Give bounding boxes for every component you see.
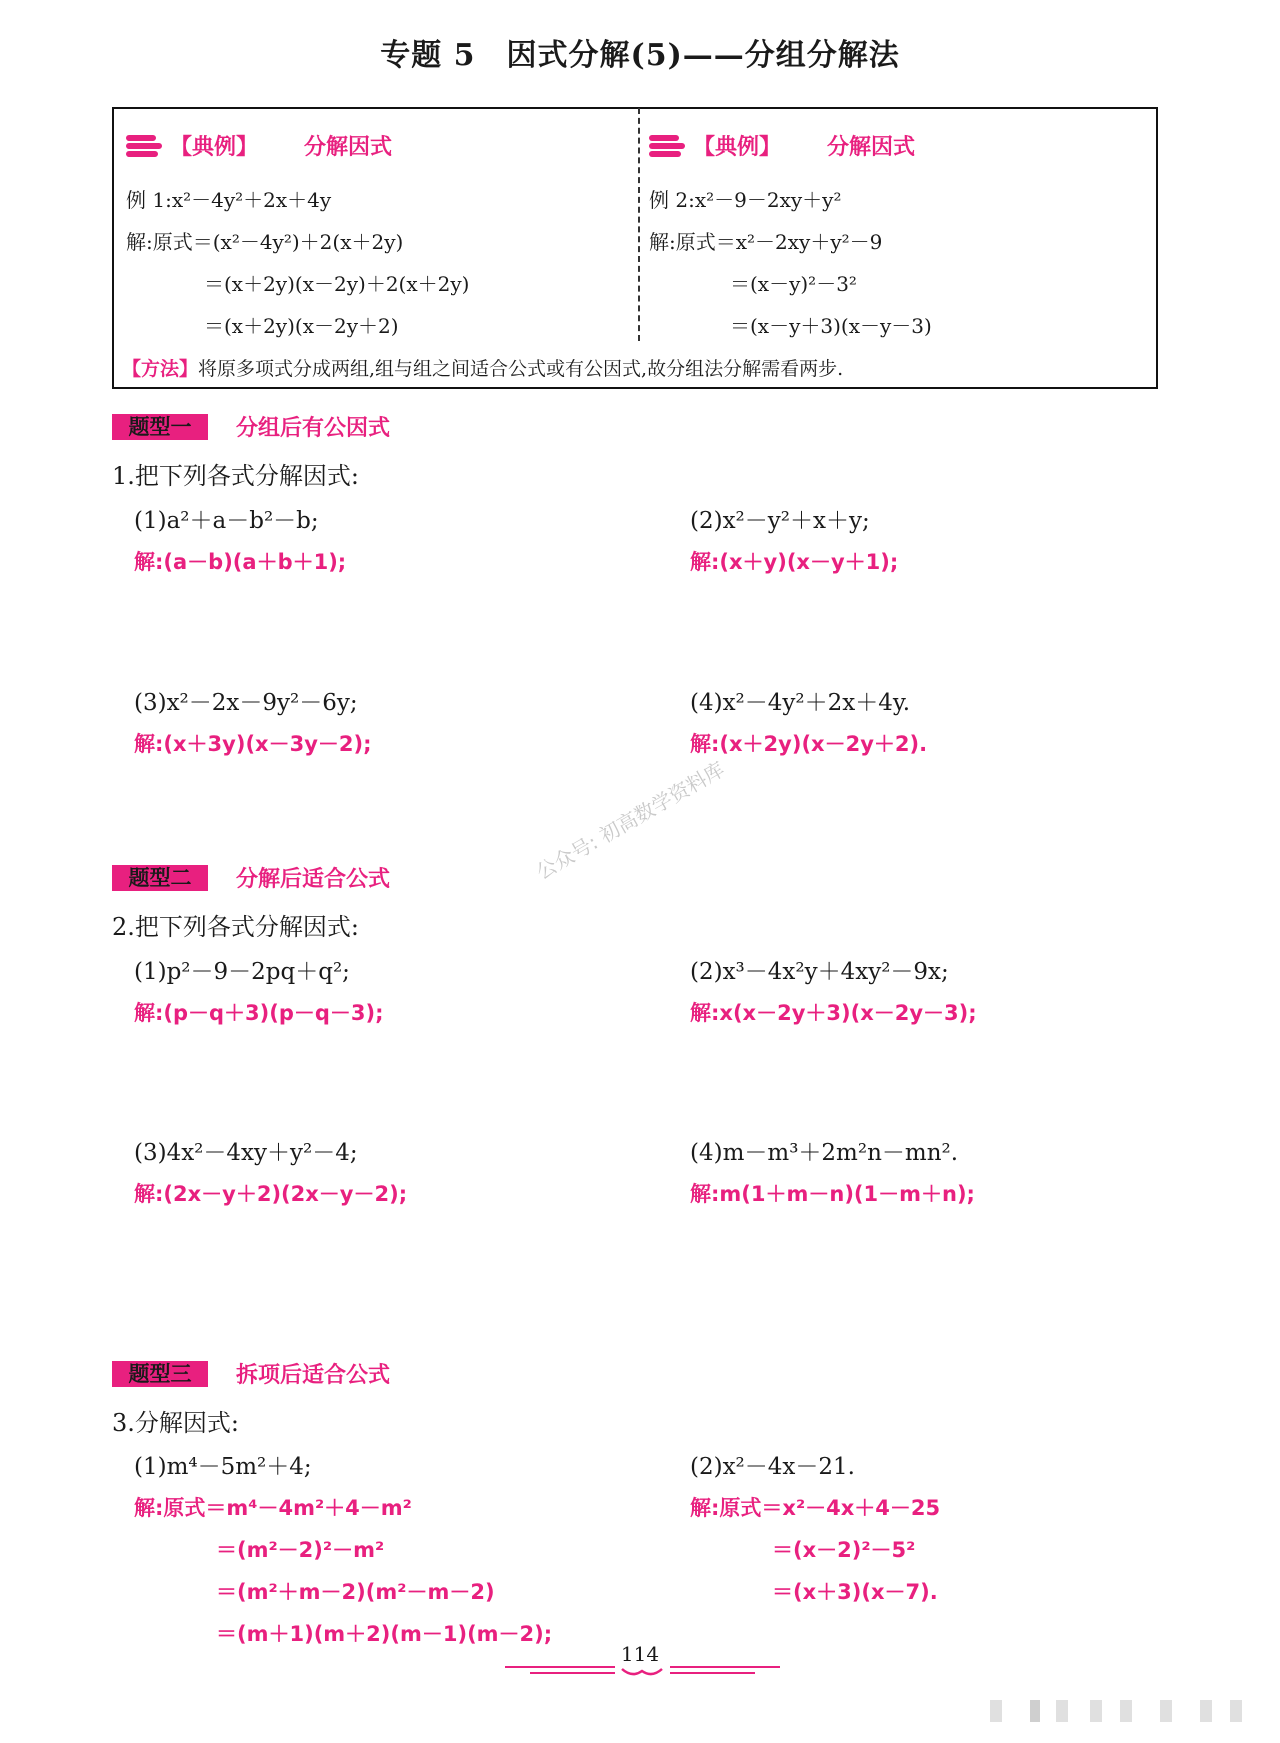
problem: (2)x³－4x²y＋4xy²－9x; [690, 959, 949, 985]
answer-line: ＝(m²－2)²－m² [216, 1538, 385, 1562]
answer-line: ＝(x＋3)(x－7). [772, 1580, 938, 1604]
answer-line: ＝(m²＋m－2)(m²－m－2) [216, 1580, 495, 1604]
section-name: 拆项后适合公式 [236, 1363, 391, 1388]
section-header-3 [112, 1358, 390, 1389]
problem: (2)x²－y²＋x＋y; [690, 508, 870, 534]
answer: 解:(x＋y)(x－y＋1); [690, 550, 899, 574]
section-tag: 题型三 [112, 1361, 208, 1387]
question-stem: 2.把下列各式分解因式: [112, 913, 359, 941]
section-name: 分解后适合公式 [236, 867, 391, 892]
question-stem: 3.分解因式: [112, 1409, 239, 1437]
page-title: 专题 5 因式分解(5)——分组分解法 [380, 38, 900, 73]
example1-line: ＝(x＋2y)(x－2y)＋2(x＋2y) [204, 272, 470, 296]
example2-line: 例 2:x²－9－2xy＋y² [649, 188, 842, 212]
answer: 解:(a－b)(a＋b＋1); [134, 550, 347, 574]
problem: (1)a²＋a－b²－b; [134, 508, 319, 534]
section-header-2 [112, 862, 390, 893]
answer: 解:x(x－2y＋3)(x－2y－3); [690, 1001, 977, 1025]
example2-line: ＝(x－y＋3)(x－y－3) [730, 314, 932, 338]
books-icon [649, 133, 687, 159]
watermark: 公众号: 初高数学资料库 [532, 756, 729, 885]
section-name: 分组后有公因式 [236, 416, 391, 441]
example-divider [638, 108, 640, 341]
method-note [122, 354, 843, 381]
answer: 解:(x＋2y)(x－2y＋2). [690, 732, 928, 756]
answer: 解:m(1＋m－n)(1－m＋n); [690, 1182, 975, 1206]
problem: (1)p²－9－2pq＋q²; [134, 959, 350, 985]
page-line-right-2 [670, 1672, 755, 1674]
example-label: 【典例】 [170, 134, 259, 160]
example1-line: ＝(x＋2y)(x－2y＋2) [204, 314, 399, 338]
scan-artifact [990, 1700, 1250, 1722]
section-header-1 [112, 411, 390, 442]
page-line-right [670, 1666, 780, 1668]
answer-line: ＝(x－2)²－5² [772, 1538, 916, 1562]
problem: (4)m－m³＋2m²n－mn². [690, 1140, 959, 1166]
example-topic: 分解因式 [304, 134, 393, 160]
answer-line: 解:原式＝x²－4x＋4－25 [690, 1496, 941, 1520]
answer: 解:(p－q＋3)(p－q－3); [134, 1001, 384, 1025]
answer: 解:(x＋3y)(x－3y－2); [134, 732, 372, 756]
method-tag: 【方法】 [122, 358, 199, 380]
page-line-left [505, 1666, 615, 1668]
example1-line: 例 1:x²－4y²＋2x＋4y [126, 188, 332, 212]
problem: (4)x²－4y²＋2x＋4y. [690, 690, 911, 716]
problem: (3)4x²－4xy＋y²－4; [134, 1140, 358, 1166]
example-topic: 分解因式 [827, 134, 916, 160]
answer-line: 解:原式＝m⁴－4m²＋4－m² [134, 1496, 412, 1520]
example-header-left [126, 130, 392, 161]
page-number: 114 [620, 1642, 660, 1666]
example1-line: 解:原式＝(x²－4y²)＋2(x＋2y) [126, 230, 404, 254]
example-header-right [649, 130, 915, 161]
problem: (1)m⁴－5m²＋4; [134, 1454, 312, 1480]
section-tag: 题型一 [112, 414, 208, 440]
section-tag: 题型二 [112, 865, 208, 891]
answer: 解:(2x－y＋2)(2x－y－2); [134, 1182, 408, 1206]
page-line-left-2 [530, 1672, 615, 1674]
example2-line: 解:原式＝x²－2xy＋y²－9 [649, 230, 883, 254]
example-label: 【典例】 [693, 134, 782, 160]
problem: (2)x²－4x－21. [690, 1454, 855, 1480]
books-icon [126, 133, 164, 159]
method-text: 将原多项式分成两组,组与组之间适合公式或有公因式,故分组法分解需看两步. [198, 358, 844, 380]
question-stem: 1.把下列各式分解因式: [112, 462, 359, 490]
problem: (3)x²－2x－9y²－6y; [134, 690, 358, 716]
book-ornament-icon [620, 1666, 664, 1680]
answer-line: ＝(m＋1)(m＋2)(m－1)(m－2); [216, 1622, 553, 1646]
example2-line: ＝(x－y)²－3² [730, 272, 857, 296]
